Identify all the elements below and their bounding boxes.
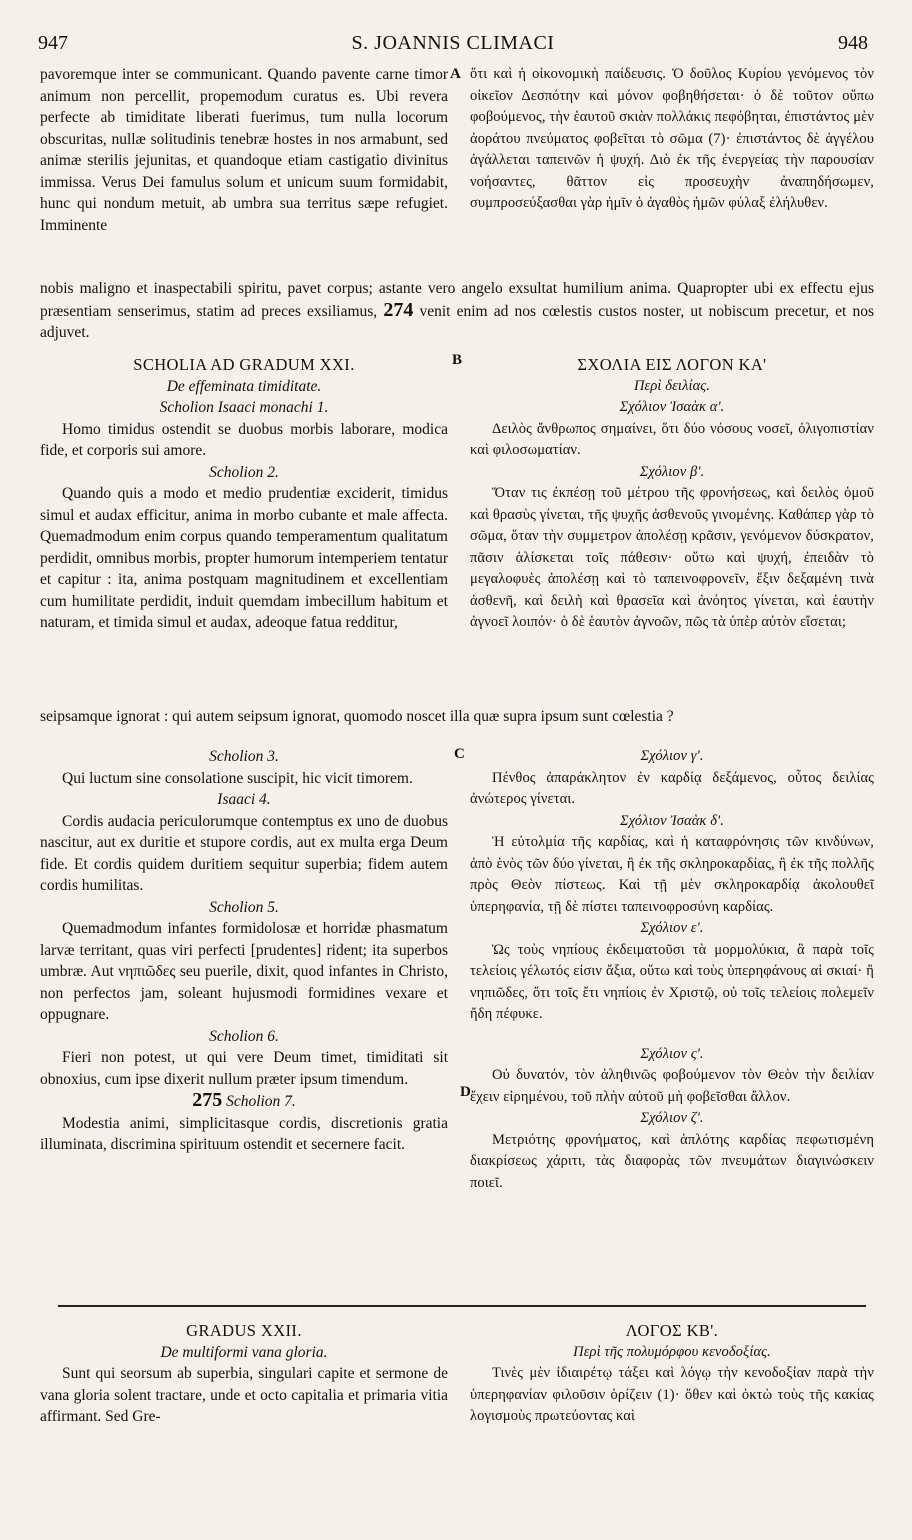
greek-logos-title: ΛΟΓΟΣ ΚΒ'.	[625, 1321, 719, 1340]
latin-gradus-title: GRADUS XXII.	[186, 1321, 302, 1340]
greek-logos-text: Τινὲς μὲν ἰδιαιρέτῳ τάξει καὶ λόγῳ τὴν κενοδοξίαν παρὰ τὴν ὑπερηφανίαν φιλοῦσιν ὁρίζειν (1)· ὅθεν καὶ ὀκτὼ τοὺς τῆς κακίας λογισμοὺς πρωτεύοντας καὶ	[470, 1365, 874, 1424]
greek-column-top	[470, 64, 874, 215]
column-number-274: 274	[383, 298, 414, 321]
latin-scholion-1-heading: Scholion Isaaci monachi 1.	[159, 399, 329, 416]
section-divider-rule	[58, 1305, 866, 1307]
running-header	[38, 32, 868, 60]
greek-scholion-3-heading: Σχόλιον γ'.	[640, 748, 704, 764]
right-page-number: 948	[838, 32, 868, 54]
latin-scholion-5-heading: Scholion 5.	[209, 898, 279, 916]
left-page-number: 947	[38, 32, 68, 54]
latin-scholion-7-text: Modestia animi, simplicitasque cordis, discretionis gratia illuminata, discrimina spirituum ostendit et secernere facit.	[40, 1114, 448, 1153]
scholion-2-ending: seipsamque ignorat : qui autem seipsum ignorat, quomodo noscet illa quæ supra ipsum sunt cœlestia ?	[40, 708, 674, 725]
greek-scholion-1-heading: Σχόλιον Ἰσαὰκ α'.	[619, 399, 725, 415]
running-title: S. JOANNIS CLIMACI	[351, 32, 555, 54]
greek-scholion-7-text: Μετριότης φρονήματος, καὶ ἁπλότης καρδίας πεφωτισμένη διακρίσεως χάριτι, τὰς διαφορὰς τῶν πνευμάτων διαγινώσκειν ποιεῖ.	[470, 1131, 874, 1191]
latin-scholion-6-text: Fieri non potest, ut qui vere Deum timet, timiditati sit obnoxius, cum ipse dixerit nullum præter ipsum timendum.	[40, 1049, 448, 1088]
greek-scholion-1-text: Δειλὸς ἄνθρωπος σημαίνει, ὅτι δύο νόσους νοσεῖ, ὀλιγοπιστίαν καὶ φιλοσωματίαν.	[470, 420, 874, 458]
greek-scholia-lower	[470, 746, 874, 1194]
greek-scholion-4-text: Ἡ εὐτολμία τῆς καρδίας, καὶ ἡ καταφρόνησις τῶν κινδύνων, ἀπὸ ἑνὸς τῶν δύο γίνεται, ἢ ἐκ τῆς σκληροκαρδίας, ἢ ἐκ τῆς πολλῆς πρὸς Θεὸν πίστεως. Καὶ τῇ μὲν σκληροκαρδίᾳ ἀκολουθεῖ ὑπερηφανία, τῇ δὲ πίστει ταπεινοφροσύνη καρδίας.	[470, 834, 874, 915]
greek-scholion-4-heading: Σχόλιον Ἰσαὰκ δ'.	[620, 812, 724, 829]
latin-top-text: pavoremque inter se communicant. Quando pavente carne timor animum non percellit, propemodum curatus es. Ubi revera perfecte ab timiditate liberati fuerimus, tum nulla locorum obscuritas, nullæ solitudinis tenebræ hostes in nos armabunt, sed animæ sterilis jejunitas, et quandoque etiam castigatio divinitus immissa. Verus Dei famulus solum et unicum suum formidabit, hunc qui nondum metuit, ab umbra sua territus sæpe refugiet. Imminente	[40, 66, 448, 234]
section-marker-a: A	[450, 66, 461, 82]
greek-scholion-2-heading: Σχόλιον β'.	[639, 463, 705, 480]
greek-scholion-6-text: Οὐ δυνατόν, τὸν ἀληθινῶς φοβούμενον τὸν Θεὸν τὴν δειλίαν ἔχειν εἰρημένου, τοῦ πλὴν αὐτοῦ μὴ φοβεῖσθαι ἄλλον.	[470, 1067, 874, 1105]
latin-scholion-6-heading: Scholion 6.	[209, 1027, 279, 1045]
latin-scholion-5-text: Quemadmodum infantes formidolosæ et horridæ phasmatum larvæ territant, quas viri perfecti [prudentes] rident; ita superbos umbræ. Aut νηπιῶδες seu puerile, dixit, quod infantes in Christo, non perfectos jam, soleant hujusmodi formidines vexare et oppugnare.	[40, 920, 448, 1023]
greek-scholia-title: ΣΧΟΛΙΑ ΕΙΣ ΛΟΓΟΝ ΚΑ'	[577, 355, 767, 374]
latin-scholion-7-heading-line	[40, 1090, 448, 1113]
latin-scholion-1-text: Homo timidus ostendit se duobus morbis laborare, modica fide, et corporis sui amore.	[40, 420, 448, 459]
section-marker-c: C	[454, 746, 465, 762]
latin-scholia-lower	[40, 746, 448, 1156]
greek-scholion-5-text: Ὡς τοὺς νηπίους ἐκδειματοῦσι τὰ μορμολύκια, ἃ παρὰ τοῖς τελείοις γέλωτός εἰσιν ἄξια, οὕτω καὶ τοὺς ὑπερηφάνους αἱ σκιαί· ἢ νηπιῶδες, ὅτι τοῖς ἔτι νηπίοις ἐν Χριστῷ, οὐ τοῖς τελείοις πολεμεῖν ἤδη πέφυκε.	[470, 941, 874, 1022]
latin-scholion-4-heading: Isaaci 4.	[217, 791, 271, 808]
greek-scholion-2-text: Ὅταν τις ἐκπέσῃ τοῦ μέτρου τῆς φρονήσεως, καὶ δειλὸς ὁμοῦ καὶ θρασὺς γίνεται, τῆς ψυχῆς ἀσθενοῦς γινομένης. Καθάπερ γὰρ τὸ σῶμα, ὅταν τὴν συμμετρον ἀπολέσῃ κρᾶσιν, γενόμενον δύσκρατον, πᾶσιν ἁλίσκεται τοῖς πάθεσιν· οὕτω καὶ ψυχή, ἐπειδὰν τὸ μεγαλοφυὲς ἀπολέσῃ καὶ τὸ ταπεινοφρονεῖν, ἕξιν δεξαμένη τινὰ ἀσθενῆ, καὶ δειλὴ καὶ θρασεῖα καὶ ἀνόητος γίνεται, καὶ ἑαυτὴν ἀγνοεῖ λοιπόν· ὁ δὲ ἑαυτὸν ἀγνοῶν, πῶς τὰ ὑπὲρ αὐτὸν εἴσεται;	[470, 485, 874, 630]
column-number-275: 275	[192, 1089, 223, 1111]
full-width-top-text	[40, 278, 874, 344]
greek-logos-kb	[470, 1320, 874, 1428]
section-marker-b: B	[452, 352, 463, 368]
greek-scholion-6-heading: Σχόλιον ς'.	[640, 1045, 704, 1062]
greek-scholion-7-heading: Σχόλιον ζ'.	[640, 1110, 704, 1126]
greek-scholion-3-text: Πένθος ἀπαράκλητον ἐν καρδίᾳ δεξάμενος, οὗτος δειλίας ἀνώτερος γίνεται.	[470, 769, 874, 807]
latin-gradus-text: Sunt qui seorsum ab superbia, singulari capite et sermone de vana gloria solent tractare, unde et octo capitalia et primaria vitia affirmant. Sed Gre-	[40, 1365, 448, 1425]
greek-scholion-5-heading: Σχόλιον ε'.	[640, 920, 704, 936]
greek-scholia-column	[470, 354, 874, 634]
latin-scholion-3-text: Qui luctum sine consolatione suscipit, hic vicit timorem.	[62, 769, 413, 787]
latin-scholia-title: SCHOLIA AD GRADUM XXI.	[133, 355, 355, 374]
greek-logos-subtitle: Περὶ τῆς πολυμόρφου κενοδοξίας.	[573, 1343, 771, 1360]
latin-column-top	[40, 64, 448, 236]
latin-scholion-2-heading: Scholion 2.	[209, 463, 279, 481]
latin-gradus-xxii	[40, 1320, 448, 1428]
latin-gradus-subtitle: De multiformi vana gloria.	[160, 1343, 328, 1361]
latin-scholia-subtitle: De effeminata timiditate.	[166, 377, 322, 395]
full-text-b: venit enim ad nos cœlestis custos noster, ut nobiscum precetur, et nos adjuvet.	[40, 302, 874, 341]
greek-scholia-subtitle: Περὶ δειλίας.	[633, 377, 710, 394]
latin-scholion-7-heading: Scholion 7.	[226, 1093, 296, 1110]
latin-scholion-3-heading: Scholion 3.	[209, 748, 279, 765]
full-text-a: nobis maligno et inaspectabili spiritu, pavet corpus; astante vero angelo exsultat humilium anima. Quapropter ubi ex effectu ejus præsentiam senserimus, statim ad preces exsiliamus,	[40, 280, 874, 320]
latin-scholion-2-text: Quando quis a modo et medio prudentiæ exciderit, timidus simul et audax efficitur, anima in morbo cubante et male affecta. Quemadmodum enim corpus quando temperamentum qualitatum perdidit, omnibus morbis, propter humorum intemperiem tentatur et capitur : ita, anima postquam magnitudinem et excellentiam cum humilitate perdidit, induit quemdam imbecillum habitum et naturam, et timida simul et audax, adeoque fatua redditur,	[40, 485, 448, 631]
latin-scholia-column	[40, 354, 448, 634]
section-marker-d: D	[460, 1084, 471, 1100]
full-width-scholion-2-end	[40, 706, 874, 728]
greek-top-text: ὅτι καὶ ἡ οἰκονομικὴ παίδευσις. Ὁ δοῦλος Κυρίου γενόμενος τὸν οἰκεῖον Δεσπότην καὶ μόνον φοβηθήσεται· ὁ δὲ τοῦτον οὔπω φοβούμενος, τὴν ἑαυτοῦ σκιὰν πολλάκις πεφόβηται, ἐπιστάντος μὲν ἀοράτου πνεύματος φοβεῖται τὸ σῶμα (7)· ἐπιστάντος δὲ ἀγγέλου ἀγάλλεται ταπεινῶν ἡ ψυχή. Διὸ ἐκ τῆς ἐνεργείας τὴν παρουσίαν νοήσαντες, θᾶττον εἰς προσευχὴν ἀναπηδήσωμεν, συμπροσεύξασθαι γὰρ ἡμῖν ὁ ἀγαθὸς ἡμῶν φύλαξ ἐλήλυθεν.	[470, 66, 874, 211]
latin-scholion-4-text: Cordis audacia periculorumque contemptus ex uno de duobus nascitur, aut ex duritie et stupore cordis, aut ex multa erga Deum fide. Et cordis quidem duritiem sequitur superbia; fidem autem cordis humilitas.	[40, 812, 448, 894]
